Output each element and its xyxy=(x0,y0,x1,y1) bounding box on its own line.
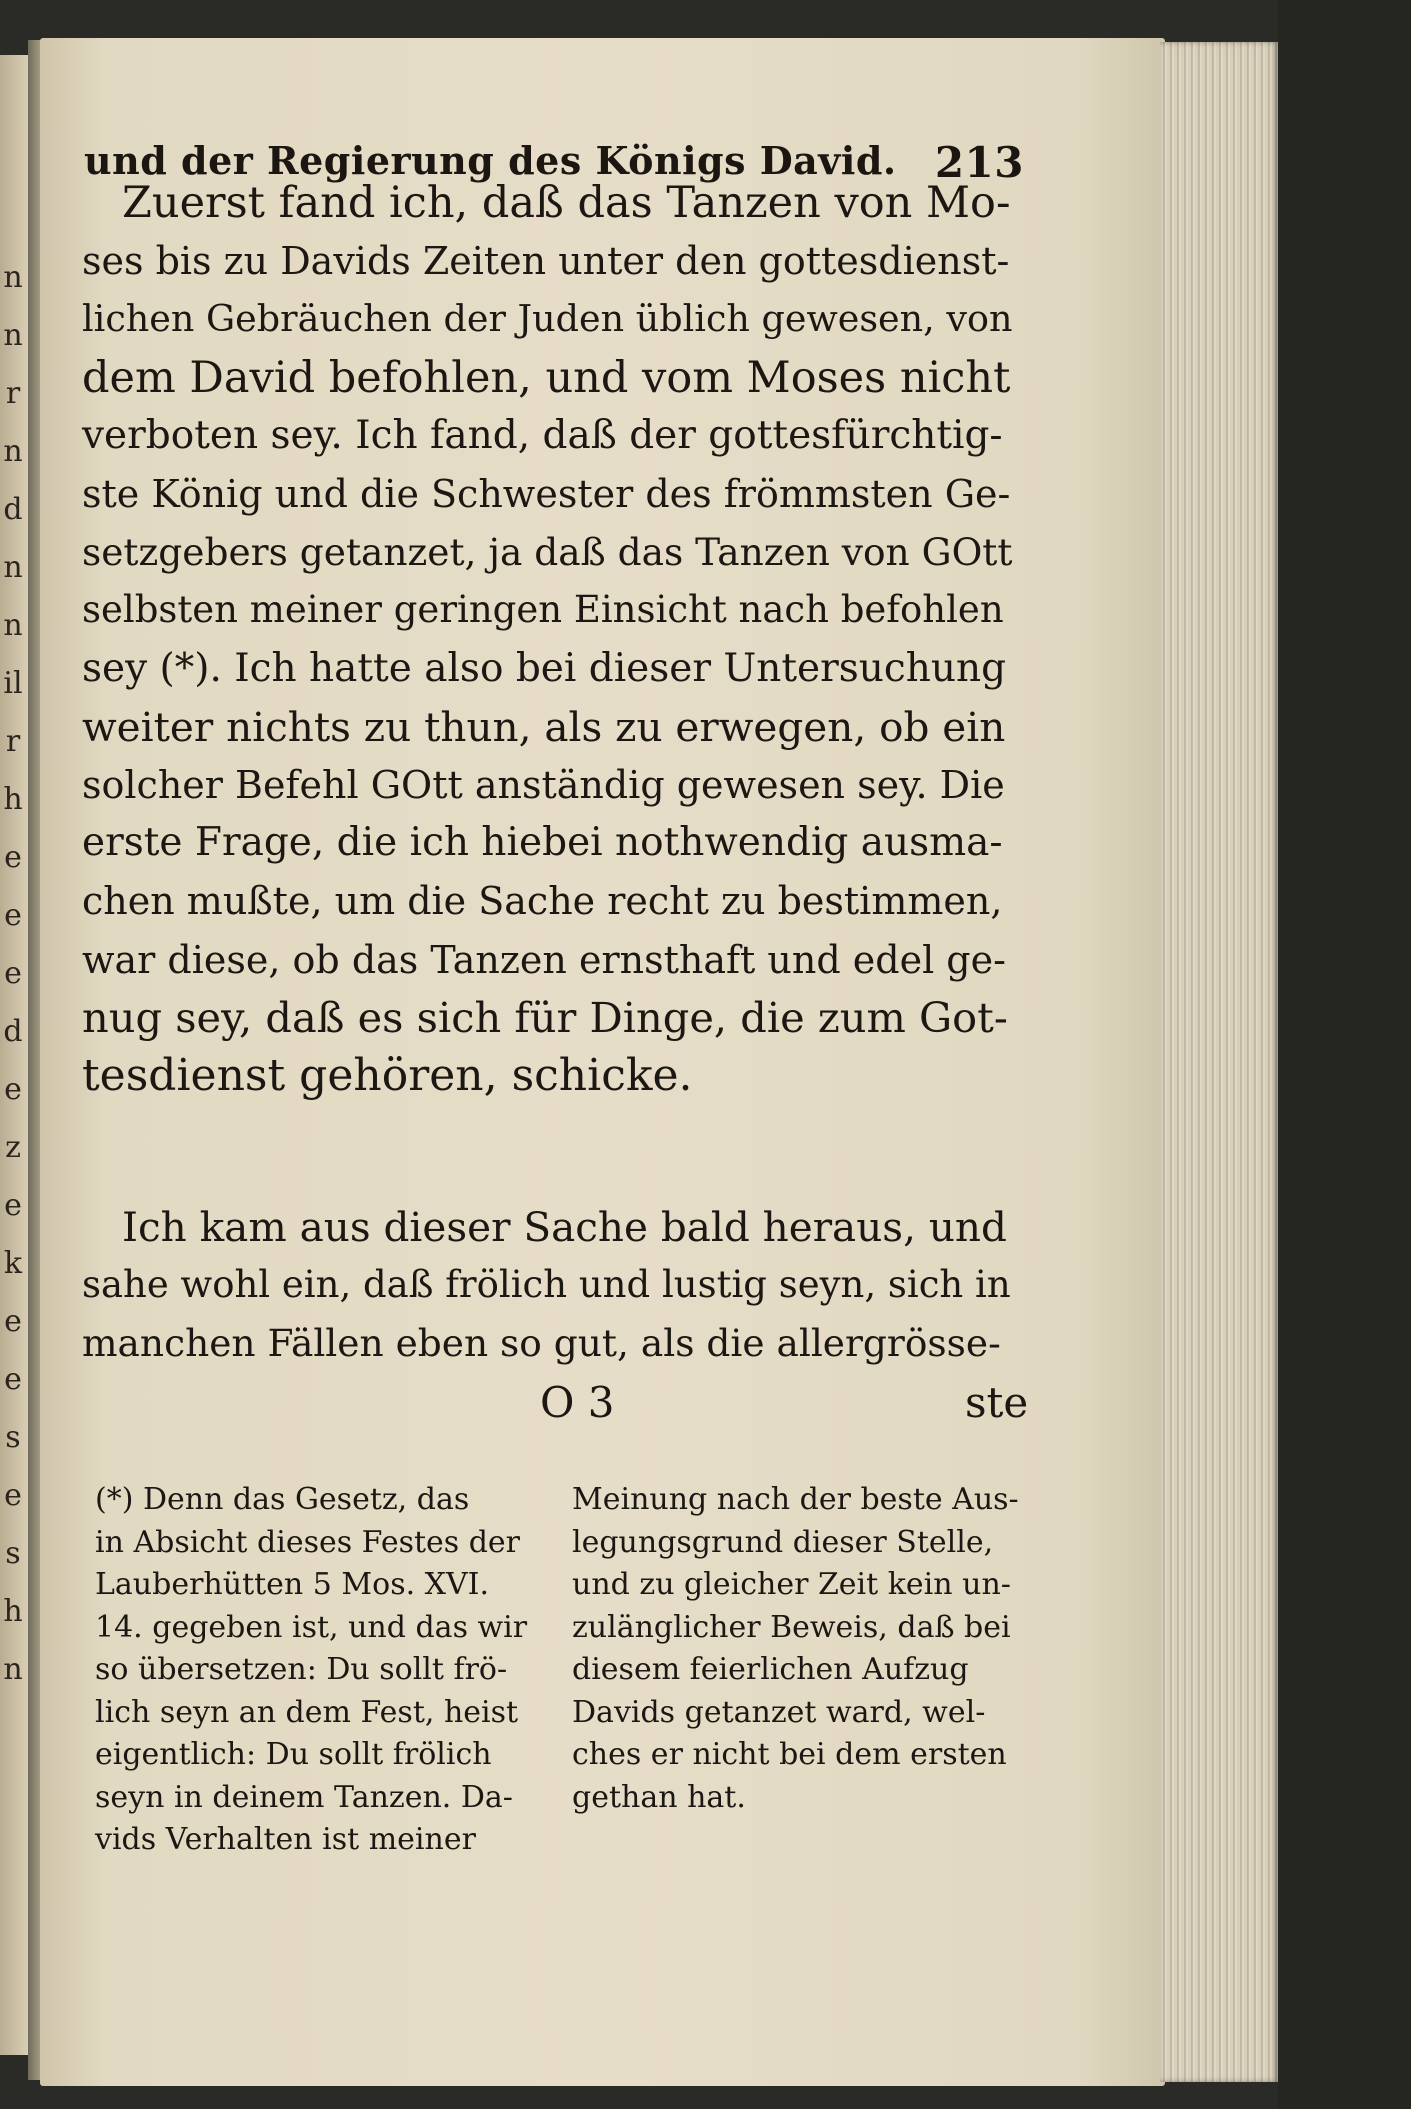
facing-page-fragment: il xyxy=(3,666,23,701)
facing-page-fragment: s xyxy=(5,1536,21,1571)
scan-background xyxy=(1278,0,1411,2109)
body-text-line: erste Frage, die ich hiebei nothwendig ausma- xyxy=(82,820,1003,866)
facing-page-fragment: h xyxy=(3,1594,23,1629)
facing-page-fragment: k xyxy=(3,1246,23,1281)
body-text-line: setzgebers getanzet, ja daß das Tanzen von GOtt xyxy=(82,530,1013,575)
facing-page-fragment: h xyxy=(3,782,23,817)
body-text-line: verboten sey. Ich fand, daß der gottesfürchtig- xyxy=(82,412,1003,458)
facing-page-fragment: r xyxy=(5,376,21,411)
body-text-line: ses bis zu Davids Zeiten unter den gottesdienst- xyxy=(82,239,1010,284)
footnote-line: eigentlich: Du sollt frölich xyxy=(95,1737,492,1772)
body-text-line: nug sey, daß es sich für Dinge, die zum Got- xyxy=(82,992,1008,1042)
body-text-line: lichen Gebräuchen der Juden üblich gewesen, von xyxy=(82,297,1013,341)
facing-page-fragment: n xyxy=(3,434,23,469)
body-text-line: chen mußte, um die Sache recht zu bestimmen, xyxy=(82,879,1003,924)
footnote-line: in Absicht dieses Festes der xyxy=(95,1524,521,1560)
body-text-line: dem David befohlen, und vom Moses nicht xyxy=(82,352,1011,403)
page-block-edges xyxy=(1160,42,1278,2082)
footnote-line: Meinung nach der beste Aus- xyxy=(572,1482,1019,1517)
body-text-line: sahe wohl ein, daß frölich und lustig seyn, sich in xyxy=(82,1263,1011,1307)
body-text-line: tesdienst gehören, schicke. xyxy=(82,1050,693,1101)
body-text-line: Zuerst fand ich, daß das Tanzen von Mo- xyxy=(122,178,1011,228)
footnote-line: diesem feierlichen Aufzug xyxy=(572,1652,969,1687)
facing-page-fragment: n xyxy=(3,318,23,353)
facing-page-fragment: e xyxy=(4,1188,22,1223)
catchword: ste xyxy=(965,1378,1029,1427)
body-text-line: weiter nichts zu thun, als zu erwegen, ob ein xyxy=(82,702,1006,751)
facing-page-fragment: d xyxy=(3,492,23,527)
body-text-line: war diese, ob das Tanzen ernsthaft und edel ge- xyxy=(82,937,1006,982)
facing-page-fragment: s xyxy=(5,1420,21,1455)
footnote-line: so übersetzen: Du sollt frö- xyxy=(95,1652,508,1687)
footnote-line: ches er nicht bei dem ersten xyxy=(572,1737,1007,1772)
footnote-line: zulänglicher Beweis, daß bei xyxy=(572,1609,1011,1645)
body-text-line: solcher Befehl GOtt anständig gewesen sey. Die xyxy=(82,763,1005,807)
facing-page-fragment: n xyxy=(3,1652,23,1687)
footnote-line: seyn in deinem Tanzen. Da- xyxy=(95,1779,513,1815)
page-number: 213 xyxy=(934,138,1024,187)
footnote-line: Davids getanzet ward, wel- xyxy=(572,1694,986,1730)
signature-mark: O 3 xyxy=(540,1378,615,1427)
footnote-line: vids Verhalten ist meiner xyxy=(95,1822,476,1857)
facing-page-fragment: e xyxy=(4,1072,22,1107)
facing-page-fragment: n xyxy=(3,550,23,585)
facing-page-fragment: n xyxy=(3,608,23,643)
footnote-line: (*) Denn das Gesetz, das xyxy=(95,1482,470,1517)
running-head-title: und der Regierung des Königs David. xyxy=(84,138,897,183)
footnote-line: gethan hat. xyxy=(572,1779,746,1815)
footnote-line: Lauberhütten 5 Mos. XVI. xyxy=(95,1567,490,1602)
facing-page-fragment: e xyxy=(4,898,22,933)
facing-page-fragment: z xyxy=(5,1130,21,1165)
footnote-line: 14. gegeben ist, und das wir xyxy=(95,1609,528,1645)
body-text-line: Ich kam aus dieser Sache bald heraus, und xyxy=(122,1203,1007,1251)
body-text-line: sey (*). Ich hatte also bei dieser Untersuchung xyxy=(82,645,1007,691)
facing-page-fragment: e xyxy=(4,1478,22,1513)
body-text-line: selbsten meiner geringen Einsicht nach befohlen xyxy=(82,588,1004,632)
body-text-line: ste König und die Schwester des frömmsten Ge- xyxy=(82,472,1011,516)
footnote-line: legungsgrund dieser Stelle, xyxy=(572,1524,994,1560)
facing-page-fragment: e xyxy=(4,840,22,875)
facing-page-fragment: d xyxy=(3,1014,23,1049)
facing-page-fragment: r xyxy=(5,724,21,759)
facing-page-fragment: e xyxy=(4,1362,22,1397)
footnote-line: und zu gleicher Zeit kein un- xyxy=(572,1567,1011,1602)
facing-page-fragment: n xyxy=(3,260,23,295)
facing-page-fragment: e xyxy=(4,1304,22,1339)
facing-page-fragment: e xyxy=(4,956,22,991)
facing-page-edge xyxy=(0,55,28,2055)
body-text-line: manchen Fällen eben so gut, als die allergrösse- xyxy=(82,1321,1001,1366)
footnote-line: lich seyn an dem Fest, heist xyxy=(95,1694,519,1730)
